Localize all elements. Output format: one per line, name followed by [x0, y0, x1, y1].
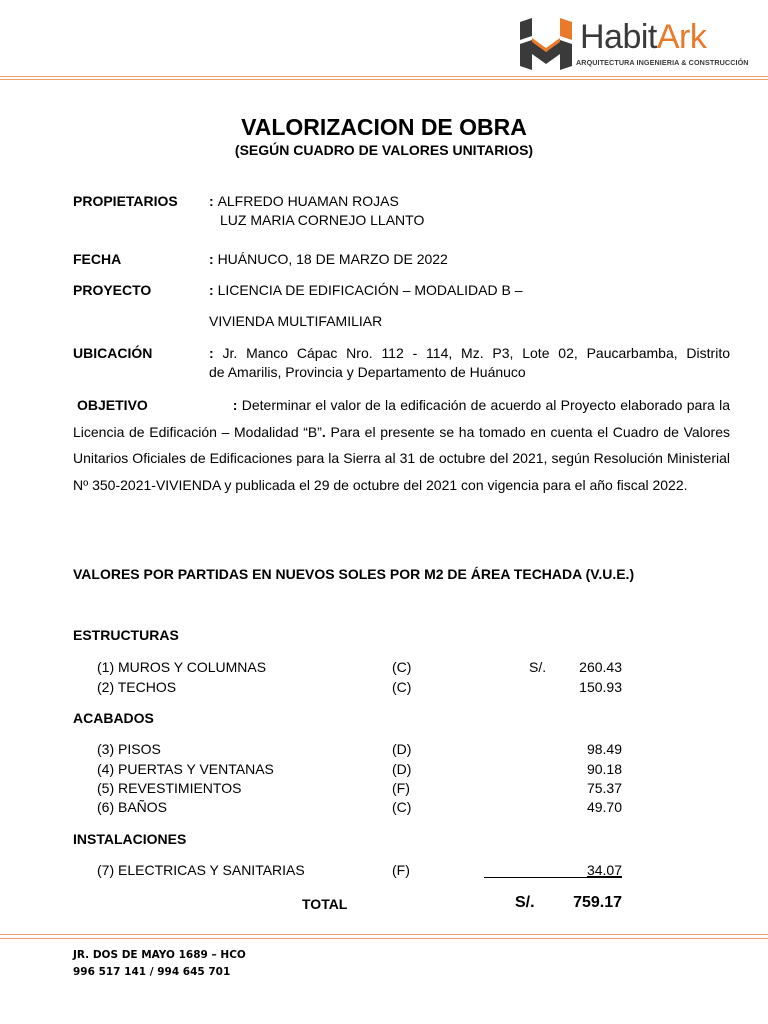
brand-name: HabitArk [580, 18, 707, 56]
item-value: 75.37 [586, 780, 622, 796]
item-code: (D) [392, 761, 412, 777]
header-rule-2 [0, 79, 768, 80]
item-value: 150.93 [579, 679, 622, 695]
item-name: (2) TECHOS [97, 679, 177, 695]
header-rule [0, 76, 768, 77]
section-acabados: ACABADOS [73, 710, 154, 726]
item-name: (6) BAÑOS [97, 799, 168, 815]
section-estructuras: ESTRUCTURAS [73, 627, 179, 643]
item-value: 90.18 [586, 761, 622, 777]
objetivo-text-b: Para el presente se ha tomado en cuenta el Cuadro de Valores Unitarios Oficiales de Edificaciones para la Sierra al 31 de octubre del 2021, según Resolución Ministerial Nº 350-2021-VIVIENDA y publicada el 29 de octubre del 2021 con vigencia para el año fiscal 2022. [73, 423, 730, 493]
proyecto-label: PROYECTO [73, 282, 152, 298]
footer-rule [0, 934, 768, 935]
item-name: (4) PUERTAS Y VENTANAS [97, 761, 274, 777]
fecha-label: FECHA [73, 251, 122, 267]
item-code: (D) [392, 741, 412, 757]
item-name: (7) ELECTRICAS Y SANITARIAS [97, 862, 305, 878]
propietarios-label: PROPIETARIOS [73, 193, 178, 209]
item-code: (C) [392, 799, 412, 815]
item-name: (5) REVESTIMIENTOS [97, 780, 242, 796]
footer-phones: 996 517 141 / 994 645 701 [73, 966, 231, 978]
brand-tagline: ARQUITECTURA INGENIERIA & CONSTRUCCIÓN [576, 58, 749, 67]
objetivo-paragraph: OBJETIVO : Determinar el valor de la edificación de acuerdo al Proyecto elaborado para la Licencia de Edificación – Modalidad “B”. Para el presente se ha tomado en cuenta el Cuadro de Valores Unitarios Oficiales de Edificaciones para la Sierra al 31 de octubre del 2021, según Resolución Ministerial Nº 350-2021-VIVIENDA y publicada el 29 de octubre del 2021 con vigencia para el año fiscal 2022. [73, 397, 730, 493]
item-value: 34.07 [586, 862, 622, 878]
proyecto-value-2: VIVIENDA MULTIFAMILIAR [209, 313, 383, 329]
objetivo-text-a: Determinar el valor de la edificación de acuerdo al Proyecto elaborado para la Licencia de Edificación – Modalidad “B” [73, 397, 730, 440]
company-logo [518, 18, 748, 70]
propietarios-value-1: : ALFREDO HUAMAN ROJAS [209, 193, 399, 209]
item-value: 260.43 [579, 659, 622, 675]
section-instalaciones: INSTALACIONES [73, 831, 187, 847]
fecha-value: : HUÁNUCO, 18 DE MARZO DE 2022 [209, 251, 448, 267]
footer-address: JR. DOS DE MAYO 1689 – HCO [73, 949, 246, 961]
item-code: (C) [392, 659, 412, 675]
item-code: (F) [392, 862, 410, 878]
total-label: TOTAL [302, 896, 348, 912]
item-name: (1) MUROS Y COLUMNAS [97, 659, 267, 675]
proyecto-value-1: : LICENCIA DE EDIFICACIÓN – MODALIDAD B – [209, 282, 523, 298]
footer-rule-2 [0, 938, 768, 939]
sum-underline [484, 877, 622, 878]
table-heading: VALORES POR PARTIDAS EN NUEVOS SOLES POR M2 DE ÁREA TECHADA (V.U.E.) [73, 566, 635, 582]
item-name: (3) PISOS [97, 741, 161, 757]
item-value: 49.70 [586, 799, 622, 815]
item-value: 98.49 [586, 741, 622, 757]
objetivo-label: OBJETIVO [77, 397, 148, 413]
page-title: VALORIZACION DE OBRA [241, 114, 527, 140]
ubicacion-value-1: : Jr. Manco Cápac Nro. 112 - 114, Mz. P3, Lote 02, Paucarbamba, Distrito [209, 345, 730, 361]
propietarios-value-2: LUZ MARIA CORNEJO LLANTO [220, 212, 425, 228]
item-code: (F) [392, 780, 410, 796]
habitark-logo-icon [518, 18, 576, 70]
ubicacion-value-2: de Amarilis, Provincia y Departamento de Huánuco [209, 364, 526, 380]
item-code: (C) [392, 679, 412, 695]
total-value: 759.17 [573, 894, 622, 911]
ubicacion-label: UBICACIÓN [73, 345, 153, 361]
page-subtitle: (SEGÚN CUADRO DE VALORES UNITARIOS) [234, 142, 534, 158]
total-currency: S/. [515, 894, 535, 911]
item-currency: S/. [529, 659, 547, 675]
